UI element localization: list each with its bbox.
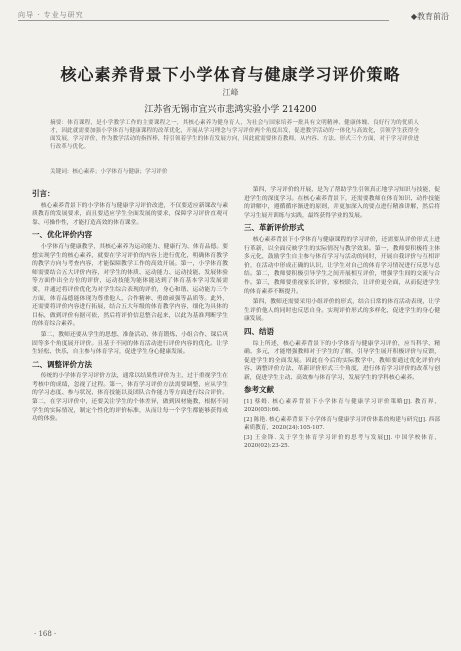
keywords: 关键词：核心素养；小学体育与健康；学习评价 xyxy=(50,169,168,175)
header-divider xyxy=(18,20,389,21)
conclusion-paragraph: 综上所述，核心素养背景下的小学体育与健康学习评价，应当科学、精确、多元，才能增强教师对于学生的了解，引导学生展开积极评价与反馈，促进学生的全面发展。因此在今后的实际教学中，教师要通过优化评价内容、调整评价方法、革新评价形式三个角度，进行体育学习评价的改革与创新，促进学生主动、高效参与体育学习，发展学生的学科核心素养。 xyxy=(244,340,440,381)
right-column xyxy=(244,186,440,452)
references-heading: 参考文献 xyxy=(244,385,274,395)
right-paragraph-1: 第四，学习评价的开展，是为了帮助学生引领真正地学习知识与技能，促进学生的深度学习。在核心素养背景下，还需要教师在体育知识、动作技能的讲解中，遵循循序渐进的原则，并更加深入的要点进行精准讲解，然后将学习生展开训练与实践，最终获得学业的发展。 xyxy=(244,187,440,219)
author-affiliation: 江苏省无锡市宜兴市悲鸿实验小学 214200 xyxy=(144,105,317,115)
section-1-paragraph-2: 第二，教师还要从学生的思想、准备活动、体育锻炼、小组合作、课后巩固等多个角度展开评价。且基于不同的体育活动进行评价内容的优化。让学生轻松、快乐，自主参与体育学习，促进学生身心健康发展。 xyxy=(32,331,228,356)
section-1-heading: 一、优化评价内容 xyxy=(32,230,92,240)
intro-paragraph: 核心素养背景下的小学体育与健康学习评价改进，不仅要适应新课改与素质教育的发展要求，而且要适应学生全面发展的要求，保障学习评价直观可靠、可操作性，才能打造高效的体育课堂。 xyxy=(32,202,228,226)
column-badge: ◆教育前沿 xyxy=(410,12,449,21)
left-column xyxy=(32,186,228,426)
intro-heading: 引言： xyxy=(32,189,55,198)
section-1-paragraph-1: 小学体育与健康教学，其核心素养为运动能力、健康行为、体育品德。要想实现学生的核心素养，就要在学习评价的内容上进行优化，明确体育教学的教学方向与考查内容，才能保障教学工作的高效开展。第一，小学体育教师需要结合五大评价内容，对学生的体质、运动能力、运动技能、发展体验等方面作出全方位的评价，运动技能为能体能达到了体育基本学习发展需要，并通过将评价优化为对学生综合表现的评价，身心和谐、运动能力三个方面，体育品德能体现为尊重他人、合作精神、勇敢顽强等品质等。此外，还需要将评价内容进行拓展，结合五大年级的体育教学内容，细化为具体的目标，做到评价有据可依，然后将评价信息整合起来，以此为基准判断学生的体育综合素养。 xyxy=(32,243,228,328)
section-3-paragraph-1: 核心素养背景下小学体育与健康课程的学习评价，还需要从评价形式上进行革新，以全面反映学生的实际情况与教学效果。第一，教师要积极将主体多元化，鼓励学生自主参与体育学习与活动的同时，开展自我评价与互相评价，在活动中形成正确的认识，让学生对自己的体育学习情况进行反思与总结。第二，教师要积极引导学生之间开展相互评价，增强学生间的交流与合作。第三，教师要重视家长评价，家校联合，让评价更全面，从而促进学生的体育素养不断提升。 xyxy=(244,236,440,295)
reference-item: [1] 蔡姆. 核心素养背景下小学体育与健康学习评价策略[J]. 教育界，2020(05):66. xyxy=(244,399,440,414)
reference-item: [2] 陈艳. 核心素养背景下小学体育与健康学习评价体系的构建与研究[J]. 西部素质教育，2020(24):105-107. xyxy=(244,417,440,432)
page-number: · 168 · xyxy=(34,630,57,638)
section-3-paragraph-2: 第四，教师还需要采用小组评价的形式，结合日常的体育活动表现，让学生评价他人的同时也反思自身。实现评价形式的多样化，促进学生的身心健康发展。 xyxy=(244,299,440,323)
section-3-heading: 三、革新评价形式 xyxy=(244,223,304,233)
section-2-heading: 二、调整评价方法 xyxy=(32,359,92,369)
article-title: 核心素养背景下小学体育与健康学习评价策略 xyxy=(60,65,401,84)
section-4-heading: 四、结语 xyxy=(244,326,274,336)
reference-item: [3] 王金锋. 关于学生体育学习评价的思考与发展[J]. 中国学校体育，2020(02):23-25. xyxy=(244,435,440,450)
section-2-paragraph-1: 传统的小学体育学习评价方法，通常以结果性评价为主，过于重视学生在考核中的成绩，忽视了过程。第一，体育学习评价方法需要调整，应从学生的学习态度、参与状况、体育技能以及团队合作能力等方面进行综合评价。第二，在学习评价中，还要关注学生的个体差异，做到因材施教，根据不同学生的实际情况，制定个性化的评价标准，从而让每一个学生都能够获得成功的体验。 xyxy=(32,373,228,423)
author-name: 江峰 xyxy=(222,88,239,97)
abstract: 摘要：体育课程，是小学教学工作的主要课程之一，其核心素养为健身育人，为社会与国家培养一批具有文明精神、健康体魄、良好行为的优质人才，因此就需要加强小学体育与健康课程的改革优化，开展从学习理念与学习评价两个角度出发，促进教学活动的一体化与高效化，引领学生获得全面发展，学习评价，作为教学活动的指挥棒，特引领着学生的体育发展方向，因此就需要体育教师，从内容、方法、形式三个方面，对于学习评价进行改革与优化。 xyxy=(50,120,419,150)
journal-section-label: 向导 · 专业与研究 xyxy=(18,11,84,19)
